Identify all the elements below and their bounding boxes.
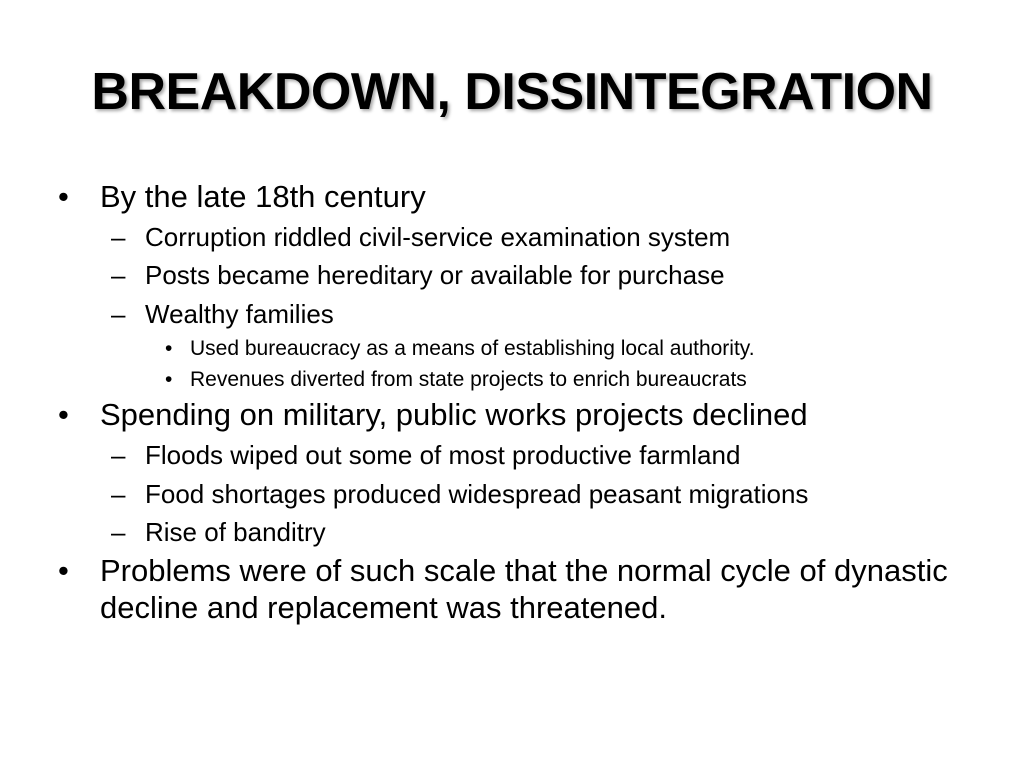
sub-bullet-item (58, 440, 978, 471)
sub-bullet-text: Food shortages produced widespread peasant migrations (145, 478, 809, 509)
bullet-icon: • (165, 336, 173, 360)
bullet-text: Problems were of such scale that the normal cycle of dynastic decline and replacement was threatened. (100, 552, 948, 626)
bullet-icon: • (165, 367, 173, 391)
sub-sub-bullet-item (58, 367, 978, 392)
sub-bullet-text: Wealthy families (145, 298, 334, 329)
bullet-icon: • (58, 397, 69, 433)
sub-bullet-item (58, 517, 978, 548)
sub-bullet-item (58, 260, 978, 291)
dash-icon: – (111, 516, 126, 547)
dash-icon: – (111, 222, 126, 253)
slide-title: BREAKDOWN, DISSINTEGRATION (91, 63, 933, 121)
sub-bullet-item (58, 299, 978, 330)
sub-bullet-text: Posts became hereditary or available for purchase (145, 260, 725, 291)
bullet-text: By the late 18th century (100, 179, 426, 214)
sub-bullet-text: Corruption riddled civil-service examination system (145, 222, 731, 253)
dash-icon: – (111, 478, 126, 509)
bullet-list (58, 178, 978, 626)
sub-bullet-item (58, 479, 978, 510)
bullet-icon: • (58, 552, 69, 588)
sub-sub-bullet-text: Revenues diverted from state projects to enrich bureaucrats (190, 367, 747, 391)
sub-bullet-text: Floods wiped out some of most productive farmland (145, 440, 741, 471)
bullet-icon: • (58, 179, 69, 214)
dash-icon: – (111, 298, 126, 329)
dash-icon: – (111, 440, 126, 471)
sub-bullet-text: Rise of banditry (145, 516, 326, 547)
bullet-text: Spending on military, public works projects declined (100, 397, 808, 433)
bullet-item (58, 396, 978, 433)
bullet-item (58, 178, 978, 215)
bullet-item (58, 552, 978, 626)
sub-sub-bullet-text: Used bureaucracy as a means of establishing local authority. (190, 336, 755, 360)
sub-sub-bullet-item (58, 336, 978, 361)
dash-icon: – (111, 260, 126, 291)
sub-bullet-item (58, 222, 978, 253)
